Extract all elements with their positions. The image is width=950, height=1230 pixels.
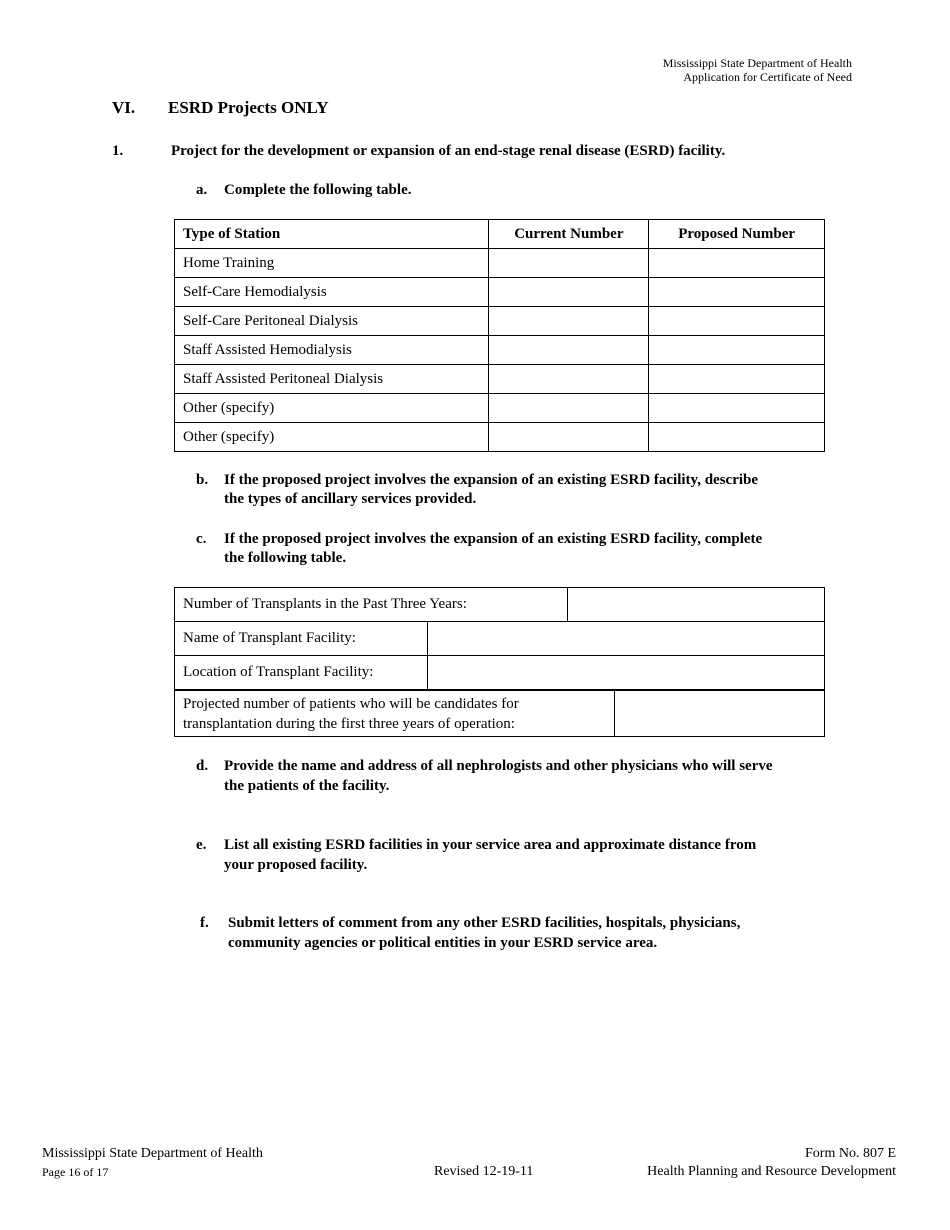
subitem-line: the patients of the facility.	[224, 778, 390, 794]
footer-left	[42, 1145, 263, 1181]
value-cell[interactable]	[615, 691, 825, 737]
footer-right	[647, 1145, 896, 1181]
subitem-line: your proposed facility.	[224, 857, 368, 873]
station-type: Self-Care Peritoneal Dialysis	[175, 307, 489, 336]
table-row	[175, 423, 825, 452]
subitem-d	[196, 756, 876, 796]
table-row	[175, 691, 825, 737]
current-number-cell[interactable]	[489, 307, 649, 336]
subitem-line: Provide the name and address of all nephrologists and other physicians who will serve	[224, 758, 773, 774]
header-form-title: Application for Certificate of Need	[683, 70, 852, 84]
station-type: Other (specify)	[175, 394, 489, 423]
proposed-number-cell[interactable]	[649, 278, 825, 307]
table-header-row	[175, 220, 825, 249]
row-label-line: Projected number of patients who will be candidates for	[183, 695, 519, 712]
column-header: Proposed Number	[649, 220, 825, 249]
table-row	[175, 365, 825, 394]
subitem-line: the types of ancillary services provided.	[224, 491, 477, 507]
transplant-table	[174, 655, 825, 690]
subitem-line: the following table.	[224, 550, 347, 566]
current-number-cell[interactable]	[489, 365, 649, 394]
section-number: VI.	[112, 98, 136, 117]
proposed-number-cell[interactable]	[649, 394, 825, 423]
row-label: Number of Transplants in the Past Three Years:	[175, 588, 568, 622]
header-org: Mississippi State Department of Health	[662, 56, 852, 70]
table-row	[175, 588, 825, 622]
subitem-text: Complete the following table.	[224, 182, 412, 198]
proposed-number-cell[interactable]	[649, 307, 825, 336]
row-label: Location of Transplant Facility:	[175, 656, 428, 690]
subitem-line: List all existing ESRD facilities in your service area and approximate distance from	[224, 837, 757, 853]
footer-org: Mississippi State Department of Health	[42, 1146, 263, 1161]
subitem-line: If the proposed project involves the expansion of an existing ESRD facility, complete	[224, 531, 763, 547]
current-number-cell[interactable]	[489, 394, 649, 423]
proposed-number-cell[interactable]	[649, 423, 825, 452]
row-label	[175, 691, 615, 737]
row-label-line: transplantation during the first three years of operation:	[183, 715, 515, 732]
value-cell[interactable]	[428, 622, 825, 656]
item-number: 1.	[112, 143, 124, 159]
proposed-number-cell[interactable]	[649, 336, 825, 365]
subitem-line: If the proposed project involves the expansion of an existing ESRD facility, describe	[224, 472, 759, 488]
transplant-table	[174, 690, 825, 737]
subitem-label: a.	[196, 182, 208, 198]
item-text: Project for the development or expansion of an end-stage renal disease (ESRD) facility.	[171, 143, 726, 159]
current-number-cell[interactable]	[489, 336, 649, 365]
subitem-label: f.	[200, 915, 209, 931]
table-row	[175, 307, 825, 336]
station-type: Staff Assisted Hemodialysis	[175, 336, 489, 365]
footer-division: Health Planning and Resource Development	[647, 1164, 896, 1179]
current-number-cell[interactable]	[489, 249, 649, 278]
table-row	[175, 656, 825, 690]
subitem-label: b.	[196, 472, 209, 488]
table-row	[175, 249, 825, 278]
table-row	[175, 622, 825, 656]
value-cell[interactable]	[568, 588, 825, 622]
page-header	[663, 56, 852, 84]
page-number: Page 16 of 17	[42, 1165, 109, 1179]
current-number-cell[interactable]	[489, 423, 649, 452]
form-number: Form No. 807 E	[805, 1146, 896, 1161]
table-row	[175, 336, 825, 365]
subitem-c	[196, 529, 856, 569]
column-header: Type of Station	[175, 220, 489, 249]
subitem-label: c.	[196, 531, 207, 547]
station-type: Home Training	[175, 249, 489, 278]
subitem-f	[200, 913, 880, 953]
subitem-a	[196, 180, 856, 200]
subitem-e	[196, 835, 876, 875]
subitem-line: community agencies or political entities in your ESRD service area.	[228, 935, 658, 951]
subitem-b	[196, 470, 856, 510]
table-row	[175, 394, 825, 423]
section-title: ESRD Projects ONLY	[168, 98, 329, 117]
table-row	[175, 278, 825, 307]
station-type: Staff Assisted Peritoneal Dialysis	[175, 365, 489, 394]
column-header: Current Number	[489, 220, 649, 249]
row-label: Name of Transplant Facility:	[175, 622, 428, 656]
station-type: Self-Care Hemodialysis	[175, 278, 489, 307]
proposed-number-cell[interactable]	[649, 249, 825, 278]
station-type: Other (specify)	[175, 423, 489, 452]
transplant-table	[174, 621, 825, 656]
subitem-line: Submit letters of comment from any other ESRD facilities, hospitals, physicians,	[228, 915, 741, 931]
current-number-cell[interactable]	[489, 278, 649, 307]
transplant-table	[174, 587, 825, 622]
subitem-label: d.	[196, 758, 209, 774]
subitem-label: e.	[196, 837, 207, 853]
revision-date: Revised 12-19-11	[434, 1164, 534, 1179]
station-table	[174, 219, 825, 452]
proposed-number-cell[interactable]	[649, 365, 825, 394]
value-cell[interactable]	[428, 656, 825, 690]
